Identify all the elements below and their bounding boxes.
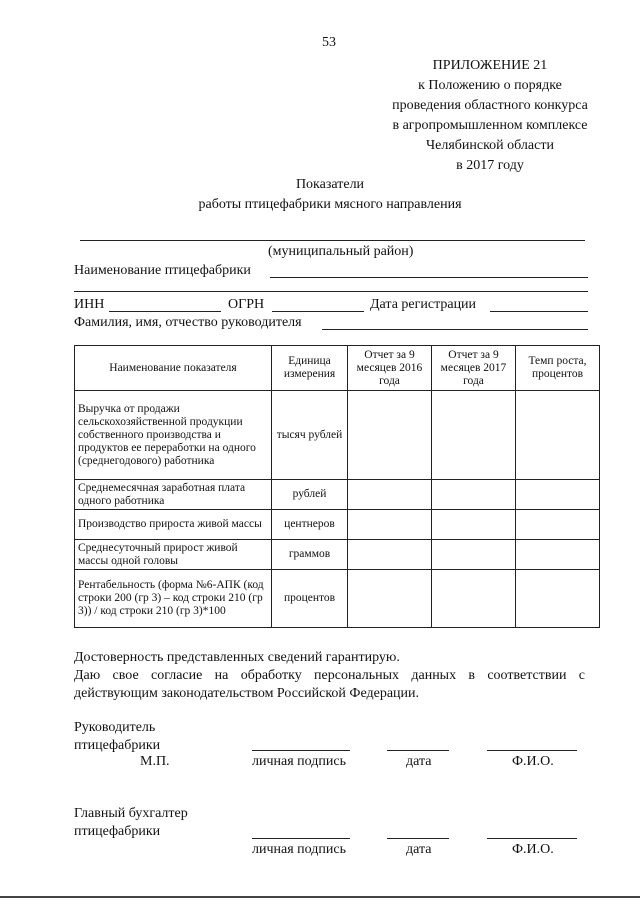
declaration-line-3: действующим законодательством Российской Федерации. (74, 686, 420, 701)
head-fio-field[interactable] (487, 750, 577, 751)
row-unit: центнеров (272, 510, 348, 540)
head-name-field[interactable] (322, 329, 588, 330)
declaration-line-1: Достоверность представленных сведений гарантирую. (74, 650, 400, 665)
header-report-2016: Отчет за 9 месяцев 2016 года (348, 346, 432, 391)
header-growth-rate: Темп роста, процентов (516, 346, 600, 391)
factory-name-label: Наименование птицефабрики (74, 263, 251, 278)
cell-growth[interactable] (516, 391, 600, 480)
cell-growth[interactable] (516, 480, 600, 510)
table-header-row (75, 346, 600, 391)
appendix-line: в агропромышленном комплексе (392, 118, 588, 133)
declaration-line-2: Даю свое согласие на обработку персональных данных в соответствии с (74, 668, 585, 683)
inn-field[interactable] (109, 311, 221, 312)
cell-2016[interactable] (348, 391, 432, 480)
inn-label: ИНН (74, 297, 105, 312)
cell-growth[interactable] (516, 570, 600, 628)
row-name: Рентабельность (форма №6-АПК (код строки 200 (гр 3) – код строки 210 (гр 3)) / код строки 210 (гр 3)*100 (75, 570, 272, 628)
head-title-line-2: птицефабрики (74, 738, 161, 753)
page-number: 53 (322, 35, 336, 50)
factory-name-field-2[interactable] (74, 291, 588, 292)
district-field[interactable] (80, 240, 585, 241)
ogrn-label: ОГРН (228, 297, 265, 312)
cell-2016[interactable] (348, 510, 432, 540)
accountant-signature-caption: личная подпись (252, 842, 346, 857)
head-name-label: Фамилия, имя, отчество руководителя (74, 315, 302, 330)
row-unit: рублей (272, 480, 348, 510)
indicators-table (74, 345, 600, 628)
reg-date-field[interactable] (490, 311, 588, 312)
table-row (75, 570, 600, 628)
table-row (75, 391, 600, 480)
row-name: Среднемесячная заработная плата одного работника (75, 480, 272, 510)
appendix-block (380, 56, 600, 176)
accountant-signature-field[interactable] (252, 838, 350, 839)
title-line-1: Показатели (295, 177, 365, 192)
cell-2017[interactable] (432, 540, 516, 570)
table-row (75, 480, 600, 510)
head-signature-field[interactable] (252, 750, 350, 751)
document-title (130, 175, 530, 215)
table-row (75, 510, 600, 540)
accountant-date-caption: дата (406, 842, 432, 857)
appendix-line: проведения областного конкурса (392, 98, 588, 113)
row-name: Производство прироста живой массы (75, 510, 272, 540)
appendix-line: Челябинской области (426, 138, 554, 153)
cell-2016[interactable] (348, 570, 432, 628)
appendix-line: в 2017 году (456, 158, 524, 173)
table-row (75, 540, 600, 570)
cell-2017[interactable] (432, 510, 516, 540)
head-fio-caption: Ф.И.О. (512, 754, 554, 769)
appendix-line: ПРИЛОЖЕНИЕ 21 (432, 58, 548, 73)
stamp-caption: М.П. (140, 754, 170, 769)
title-line-2: работы птицефабрики мясного направления (198, 197, 462, 212)
head-title-line-1: Руководитель (74, 720, 156, 735)
header-unit: Единица измерения (272, 346, 348, 391)
cell-2016[interactable] (348, 480, 432, 510)
accountant-fio-caption: Ф.И.О. (512, 842, 554, 857)
factory-name-field[interactable] (270, 277, 588, 278)
cell-2017[interactable] (432, 480, 516, 510)
row-name: Выручка от продажи сельскохозяйственной продукции собственного производства и продуктов ее переработки на одного (среднегодового) работника (75, 391, 272, 480)
cell-growth[interactable] (516, 540, 600, 570)
cell-growth[interactable] (516, 510, 600, 540)
head-date-caption: дата (406, 754, 432, 769)
row-unit: граммов (272, 540, 348, 570)
cell-2017[interactable] (432, 570, 516, 628)
head-signature-caption: личная подпись (252, 754, 346, 769)
cell-2016[interactable] (348, 540, 432, 570)
district-caption: (муниципальный район) (268, 244, 414, 259)
row-unit: тысяч рублей (272, 391, 348, 480)
accountant-date-field[interactable] (387, 838, 449, 839)
row-name: Среднесуточный прирост живой массы одной головы (75, 540, 272, 570)
header-report-2017: Отчет за 9 месяцев 2017 года (432, 346, 516, 391)
cell-2017[interactable] (432, 391, 516, 480)
head-date-field[interactable] (387, 750, 449, 751)
row-unit: процентов (272, 570, 348, 628)
accountant-fio-field[interactable] (487, 838, 577, 839)
appendix-line: к Положению о порядке (418, 78, 562, 93)
page-bottom-rule (0, 896, 640, 898)
accountant-title-line-2: птицефабрики (74, 824, 161, 839)
ogrn-field[interactable] (272, 311, 364, 312)
header-indicator: Наименование показателя (75, 346, 272, 391)
accountant-title-line-1: Главный бухгалтер (74, 806, 188, 821)
reg-date-label: Дата регистрации (370, 297, 477, 312)
